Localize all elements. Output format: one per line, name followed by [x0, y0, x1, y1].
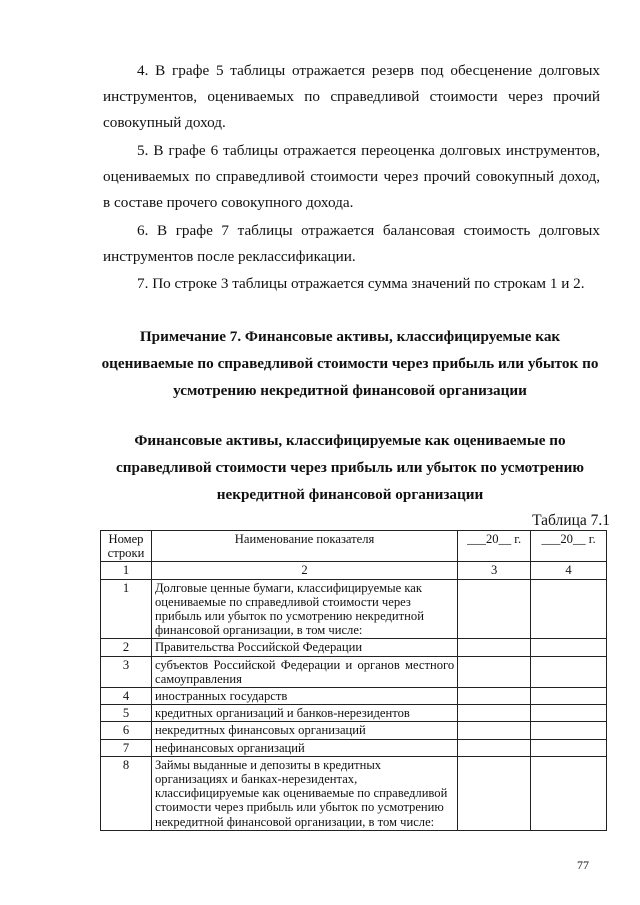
table-heading-line1: Финансовые активы, классифицируемые как оцениваемые по: [134, 432, 566, 449]
paragraph-5: 5. В графе 6 таблицы отражается переоценка долговых инструментов, оцениваемых по справедливой стоимости через прочий совокупный доход, в составе прочего совокупного дохода.: [103, 142, 600, 211]
page-number: 77: [577, 858, 589, 872]
financial-assets-table: [100, 530, 607, 831]
value-cell: [458, 639, 531, 656]
value-cell: [458, 656, 531, 687]
row-number: 8: [101, 756, 152, 830]
row-number: 1: [101, 579, 152, 639]
note-heading-line2: оцениваемые по справедливой стоимости через прибыль или убыток по: [101, 355, 599, 372]
row-name: субъектов Российской Федерации и органов местного самоуправления: [151, 656, 457, 687]
value-cell: [531, 705, 607, 722]
header-indicator-name: Наименование показателя: [151, 531, 457, 562]
value-cell: [458, 739, 531, 756]
row-name: Долговые ценные бумаги, классифицируемые как оцениваемые по справедливой стоимости через прибыль или убыток по усмотрению некредитной финансовой организации, в том числе:: [151, 579, 457, 639]
table-row: [101, 722, 607, 739]
row-name: Правительства Российской Федерации: [151, 639, 457, 656]
row-number: 2: [101, 639, 152, 656]
header-row-number: Номер строки: [101, 531, 152, 562]
table-heading-line2: справедливой стоимости через прибыль или убыток по усмотрению: [116, 459, 584, 476]
table-index-row: [101, 562, 607, 579]
value-cell: [531, 639, 607, 656]
table-header-row: [101, 531, 607, 562]
index-cell: 4: [531, 562, 607, 579]
note-heading-line1: Примечание 7. Финансовые активы, классифицируемые как: [139, 328, 561, 345]
table-row: [101, 756, 607, 830]
table-row: [101, 688, 607, 705]
value-cell: [531, 656, 607, 687]
index-cell: 1: [101, 562, 152, 579]
row-number: 5: [101, 705, 152, 722]
row-number: 3: [101, 656, 152, 687]
value-cell: [458, 756, 531, 830]
table-caption: Таблица 7.1: [532, 512, 610, 529]
paragraph-4: 4. В графе 5 таблицы отражается резерв под обесценение долговых инструментов, оцениваемых по справедливой стоимости через прочий совокупный доход.: [103, 62, 600, 131]
value-cell: [531, 722, 607, 739]
value-cell: [531, 756, 607, 830]
table-row: [101, 739, 607, 756]
value-cell: [531, 739, 607, 756]
row-number: 7: [101, 739, 152, 756]
paragraph-7: 7. По строке 3 таблицы отражается сумма значений по строкам 1 и 2.: [137, 275, 585, 292]
header-period-2: ___20__ г.: [531, 531, 607, 562]
row-name: Займы выданные и депозиты в кредитных организациях и банках-нерезидентах, классифицируемые как оцениваемые по справедливой стоимости через прибыль или убыток по усмотрению некредитной финансовой организации, в том числе:: [151, 756, 457, 830]
row-name: кредитных организаций и банков-нерезидентов: [151, 705, 457, 722]
value-cell: [458, 688, 531, 705]
row-number: 6: [101, 722, 152, 739]
header-period-1: ___20__ г.: [458, 531, 531, 562]
table-row: [101, 579, 607, 639]
row-name: некредитных финансовых организаций: [151, 722, 457, 739]
table-heading-line3: некредитной финансовой организации: [216, 486, 484, 503]
table-heading: [60, 427, 640, 508]
value-cell: [458, 579, 531, 639]
index-cell: 3: [458, 562, 531, 579]
note-heading: [60, 323, 640, 404]
row-name: иностранных государств: [151, 688, 457, 705]
table-row: [101, 639, 607, 656]
table-row: [101, 656, 607, 687]
value-cell: [531, 579, 607, 639]
value-cell: [531, 688, 607, 705]
row-number: 4: [101, 688, 152, 705]
value-cell: [458, 722, 531, 739]
row-name: нефинансовых организаций: [151, 739, 457, 756]
note-heading-line3: усмотрению некредитной финансовой организации: [173, 382, 527, 399]
paragraph-6: 6. В графе 7 таблицы отражается балансовая стоимость долговых инструментов после реклассификации.: [103, 222, 600, 265]
index-cell: 2: [151, 562, 457, 579]
table-row: [101, 705, 607, 722]
value-cell: [458, 705, 531, 722]
